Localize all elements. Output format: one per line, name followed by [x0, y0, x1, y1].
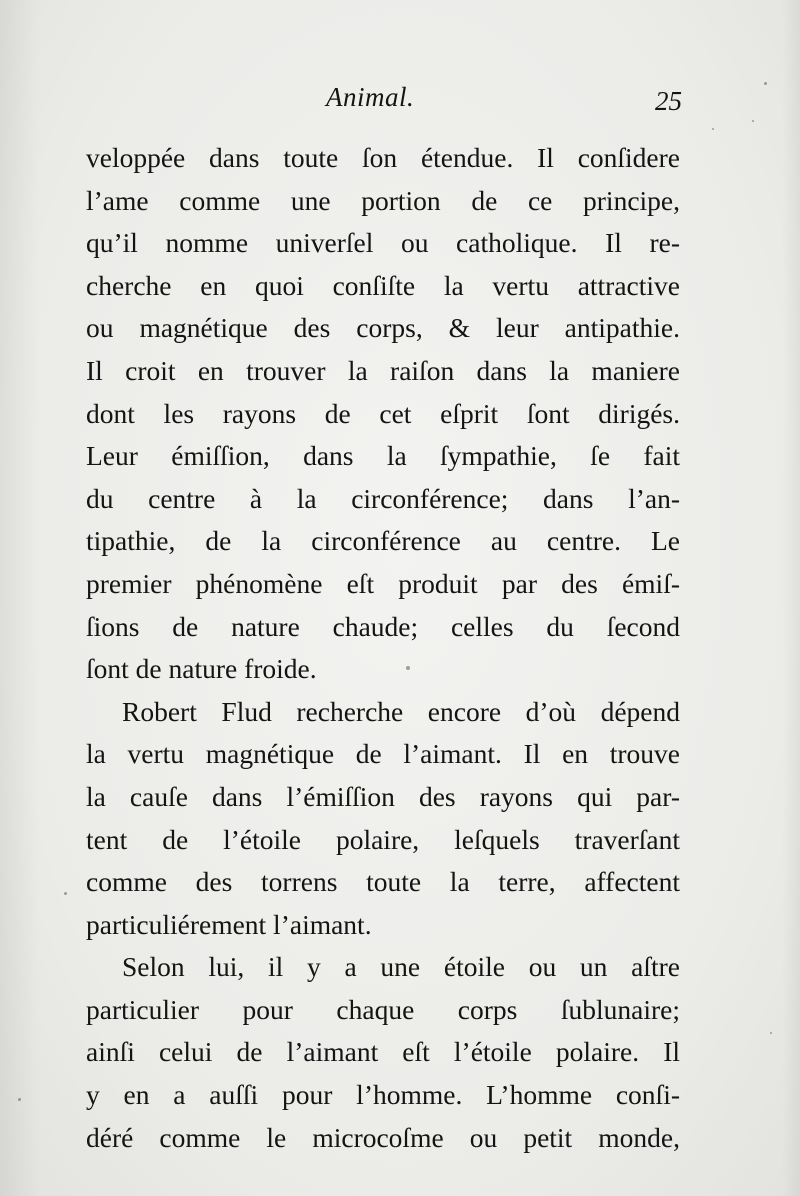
text-line: comme des torrens toute la terre, affectent: [86, 866, 680, 898]
text-line: Robert Flud recherche encore d’où dépend: [122, 695, 680, 727]
text-line: tent de l’étoile polaire, leſquels traverſant: [86, 823, 680, 855]
text-line: tipathie, de la circonférence au centre. Le: [86, 525, 680, 557]
body-text: [86, 137, 680, 1159]
text-line: la vertu magnétique de l’aimant. Il en trouve: [86, 738, 680, 770]
text-line: y en a auſſi pour l’homme. L’homme conſi-: [86, 1079, 680, 1111]
spine-shadow: [0, 0, 40, 1196]
text-line: la cauſe dans l’émiſſion des rayons qui par-: [86, 780, 680, 812]
text-line: particulier pour chaque corps ſublunaire;: [86, 993, 680, 1025]
text-line: du centre à la circonférence; dans l’an-: [86, 482, 680, 514]
text-line: l’ame comme une portion de ce principe,: [86, 184, 680, 216]
text-line: Il croit en trouver la raiſon dans la maniere: [86, 354, 680, 386]
text-line: déré comme le microcoſme ou petit monde,: [86, 1121, 680, 1153]
page-number: 25: [655, 86, 682, 116]
text-line: ſions de nature chaude; celles du ſecond: [86, 610, 680, 642]
text-line: premier phénomène eſt produit par des émiſ-: [86, 567, 680, 599]
page-edge-shadow: [782, 0, 800, 1196]
text-line: Selon lui, il y a une étoile ou un aſtre: [122, 951, 680, 983]
text-line: particuliérement l’aimant.: [86, 908, 372, 940]
text-line: qu’il nomme univerſel ou catholique. Il re-: [86, 227, 680, 259]
text-line: Leur émiſſion, dans la ſympathie, ſe fait: [86, 440, 680, 472]
text-line: cherche en quoi conſiſte la vertu attractive: [86, 269, 680, 301]
page-header: [86, 82, 680, 126]
text-line: veloppée dans toute ſon étendue. Il conſidere: [86, 142, 680, 173]
text-line: dont les rayons de cet eſprit ſont dirigés.: [86, 397, 680, 429]
text-line: ainſi celui de l’aimant eſt l’étoile polaire. Il: [86, 1036, 680, 1068]
running-head: Animal.: [326, 82, 415, 112]
text-line: ou magnétique des corps, & leur antipathie.: [86, 312, 680, 344]
text-line: ſont de nature froide.: [86, 653, 317, 685]
